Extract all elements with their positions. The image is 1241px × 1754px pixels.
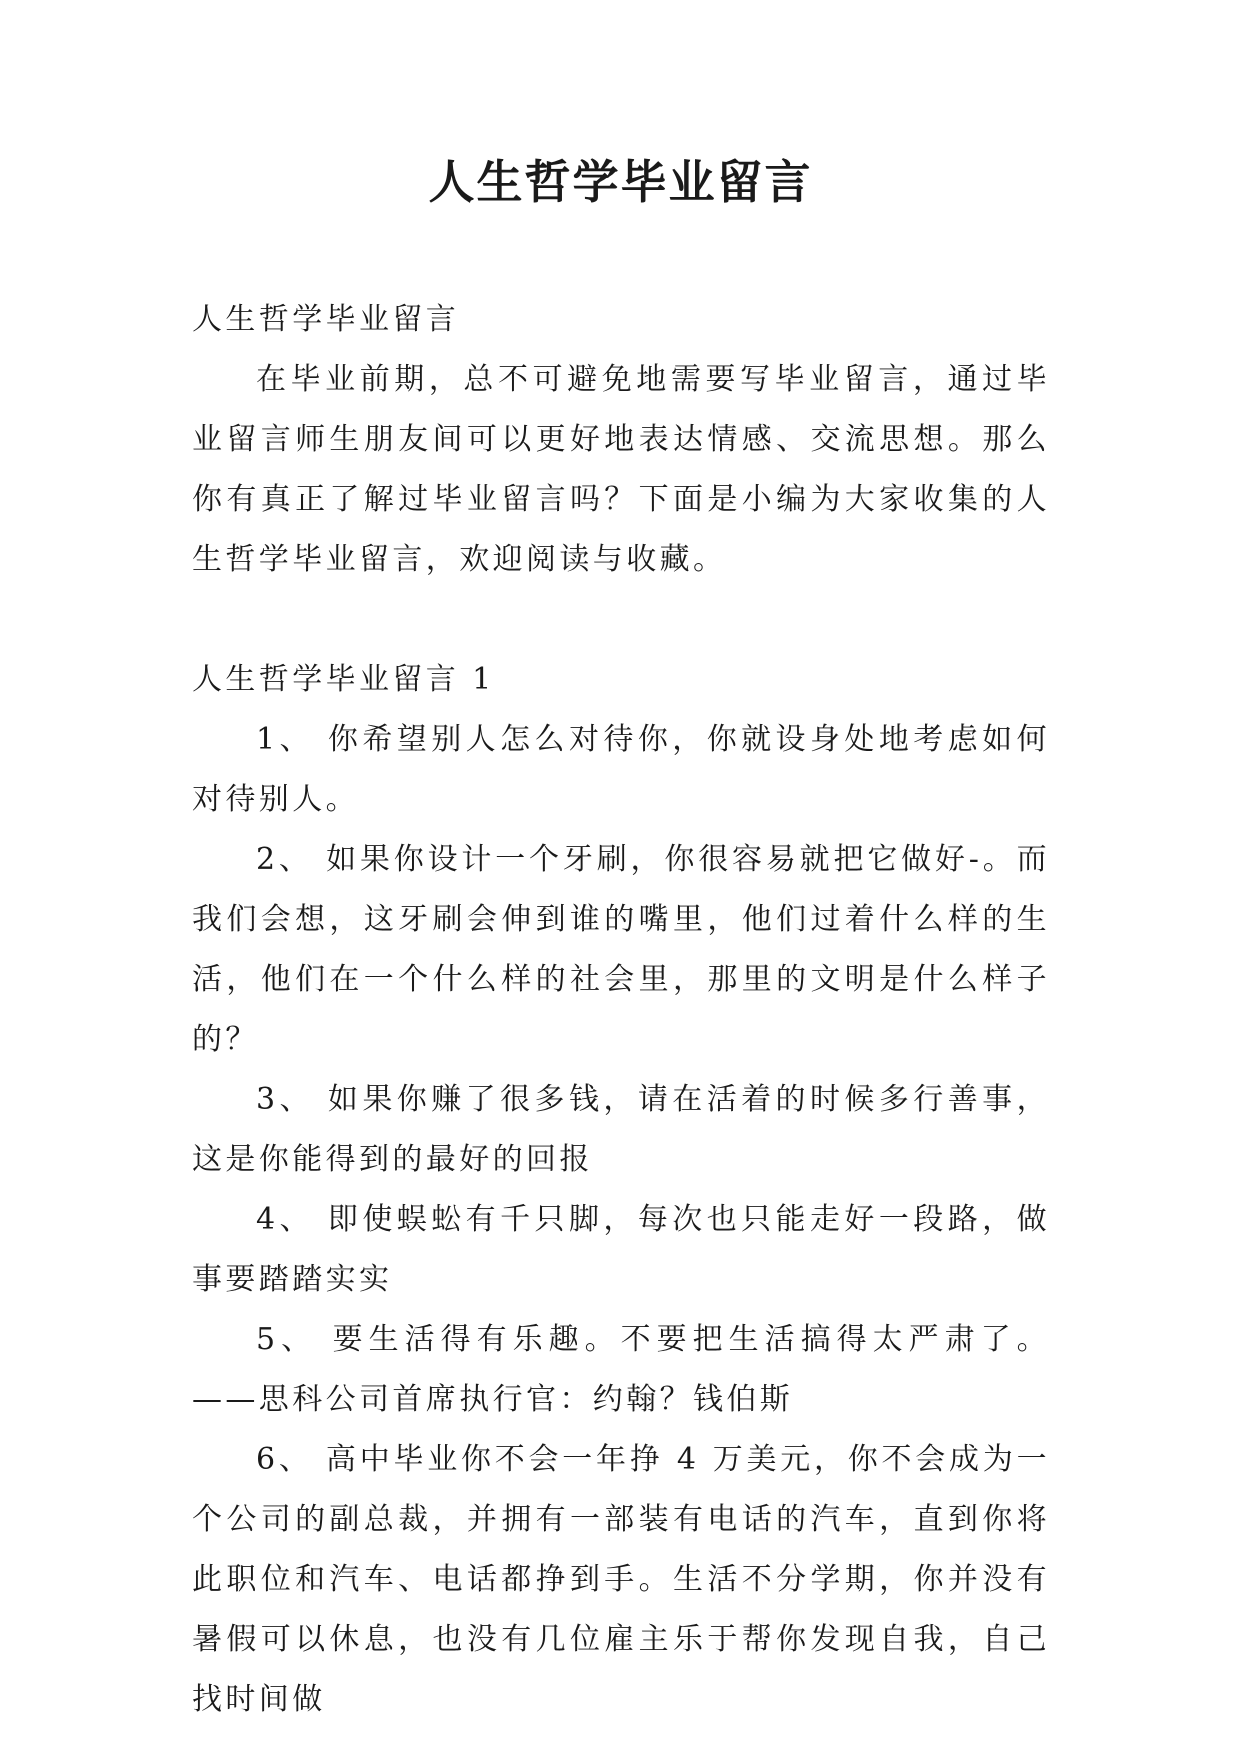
list-item: 1、 你希望别人怎么对待你，你就设身处地考虑如何对待别人。 xyxy=(192,722,1050,817)
document-body xyxy=(192,290,1050,1730)
section-spacer xyxy=(192,590,1050,650)
document-title: 人生哲学毕业留言 xyxy=(428,155,813,209)
list-item: 5、 要生活得有乐趣。不要把生活搞得太严肃了。——思科公司首席执行官：约翰？钱伯斯 xyxy=(192,1322,1050,1417)
list-item: 6、 高中毕业你不会一年挣 4 万美元，你不会成为一个公司的副总裁，并拥有一部装有电话的汽车，直到你将此职位和汽车、电话都挣到手。生活不分学期，你并没有暑假可以休息，也没有几位雇主乐于帮你发现自我，自己找时间做 xyxy=(192,1442,1050,1717)
intro-paragraph: 在毕业前期，总不可避免地需要写毕业留言，通过毕业留言师生朋友间可以更好地表达情感、交流思想。那么你有真正了解过毕业留言吗？下面是小编为大家收集的人生哲学毕业留言，欢迎阅读与收藏。 xyxy=(192,362,1050,577)
list-item: 3、 如果你赚了很多钱，请在活着的时候多行善事，这是你能得到的最好的回报 xyxy=(192,1082,1050,1177)
list-item: 2、 如果你设计一个牙刷，你很容易就把它做好-。而我们会想，这牙刷会伸到谁的嘴里，他们过着什么样的生活，他们在一个什么样的社会里，那里的文明是什么样子的？ xyxy=(192,842,1050,1057)
section-heading: 人生哲学毕业留言 1 xyxy=(192,662,495,697)
intro-heading: 人生哲学毕业留言 xyxy=(192,302,460,337)
list-item: 4、 即使蜈蚣有千只脚，每次也只能走好一段路，做事要踏踏实实 xyxy=(192,1202,1050,1297)
